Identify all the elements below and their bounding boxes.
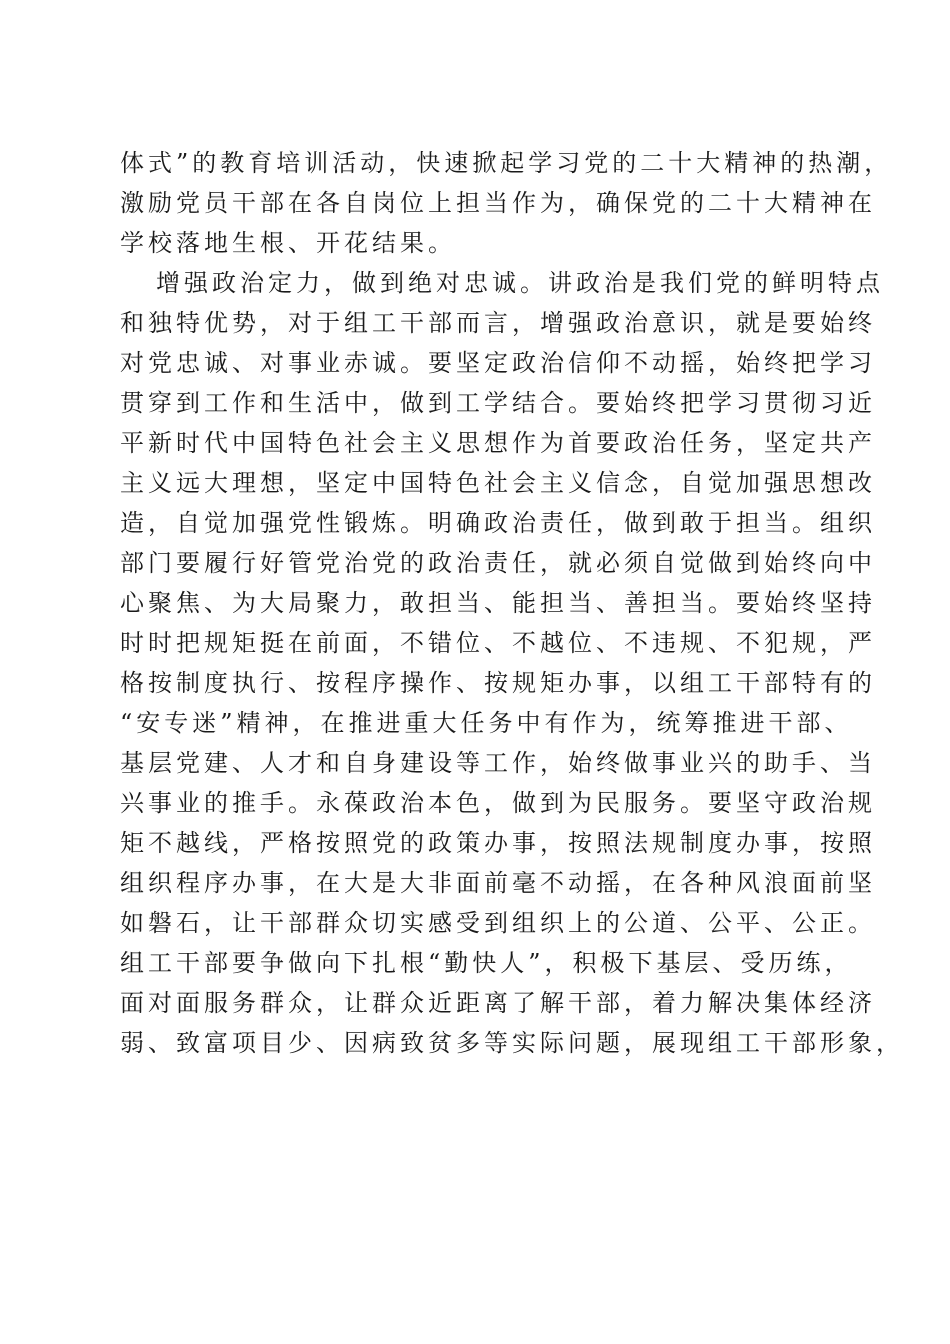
text-line: 如磐石，让干部群众切实感受到组织上的公道、公平、公正。 bbox=[120, 909, 876, 937]
text-line: 部门要履行好管党治党的政治责任，就必须自觉做到始终向中 bbox=[120, 549, 876, 577]
text-line: 基层党建、人才和自身建设等工作，始终做事业兴的助手、当 bbox=[120, 749, 876, 777]
text-line: 主义远大理想，坚定中国特色社会主义信念，自觉加强思想改 bbox=[120, 469, 876, 497]
text-line: 面对面服务群众，让群众近距离了解干部，着力解决集体经济 bbox=[120, 989, 876, 1017]
text-line: 体式”的教育培训活动，快速掀起学习党的二十大精神的热潮， bbox=[120, 149, 893, 177]
text-line: 弱、致富项目少、因病致贫多等实际问题，展现组工干部形象， bbox=[120, 1029, 904, 1057]
text-line: 组工干部要争做向下扎根“勤快人”，积极下基层、受历练， bbox=[120, 949, 853, 977]
text-line: 和独特优势，对于组工干部而言，增强政治意识，就是要始终 bbox=[120, 309, 876, 337]
text-line: 格按制度执行、按程序操作、按规矩办事，以组工干部特有的 bbox=[120, 669, 876, 697]
text-line: 学校落地生根、开花结果。 bbox=[120, 229, 456, 257]
text-line: 兴事业的推手。永葆政治本色，做到为民服务。要坚守政治规 bbox=[120, 789, 876, 817]
text-line: 时时把规矩挺在前面，不错位、不越位、不违规、不犯规，严 bbox=[120, 629, 876, 657]
text-line: 矩不越线，严格按照党的政策办事，按照法规制度办事，按照 bbox=[120, 829, 876, 857]
body-text bbox=[120, 143, 904, 1063]
paragraph-start-line: 增强政治定力，做到绝对忠诚。讲政治是我们党的鲜明特点 bbox=[156, 269, 884, 297]
text-line: 造，自觉加强党性锻炼。明确政治责任，做到敢于担当。组织 bbox=[120, 509, 876, 537]
text-line: 对党忠诚、对事业赤诚。要坚定政治信仰不动摇，始终把学习 bbox=[120, 349, 876, 377]
text-line: 心聚焦、为大局聚力，敢担当、能担当、善担当。要始终坚持 bbox=[120, 589, 876, 617]
text-line: 组织程序办事，在大是大非面前毫不动摇，在各种风浪面前坚 bbox=[120, 869, 876, 897]
text-line: 激励党员干部在各自岗位上担当作为，确保党的二十大精神在 bbox=[120, 189, 876, 217]
text-line: 贯穿到工作和生活中，做到工学结合。要始终把学习贯彻习近 bbox=[120, 389, 876, 417]
text-line: “安专迷”精神，在推进重大任务中有作为，统筹推进干部、 bbox=[120, 709, 853, 737]
text-line: 平新时代中国特色社会主义思想作为首要政治任务，坚定共产 bbox=[120, 429, 876, 457]
